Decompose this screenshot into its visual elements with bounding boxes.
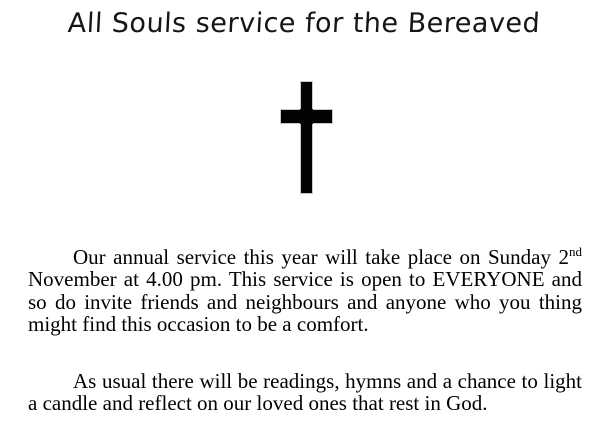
page-title: All Souls service for the Bereaved [66,8,542,39]
cross-vertical-bar [301,82,312,193]
paragraph-service-details-text: Our annual service this year will take place on Sunday 2 [73,245,569,269]
ordinal-suffix: nd [569,244,582,259]
paragraph-service-details [28,246,582,336]
paragraph-readings-candle: As usual there will be readings, hymns and a chance to light a candle and reflect on our loved ones that rest in God. [28,368,582,416]
cross-center [300,109,313,124]
body-text-block [28,246,582,414]
paragraph-service-details-continued: November at 4.00 pm. This service is open to EVERYONE and so do invite friends and neighbours and anyone who you thing might find this occasion to be a comfort. [28,267,582,337]
